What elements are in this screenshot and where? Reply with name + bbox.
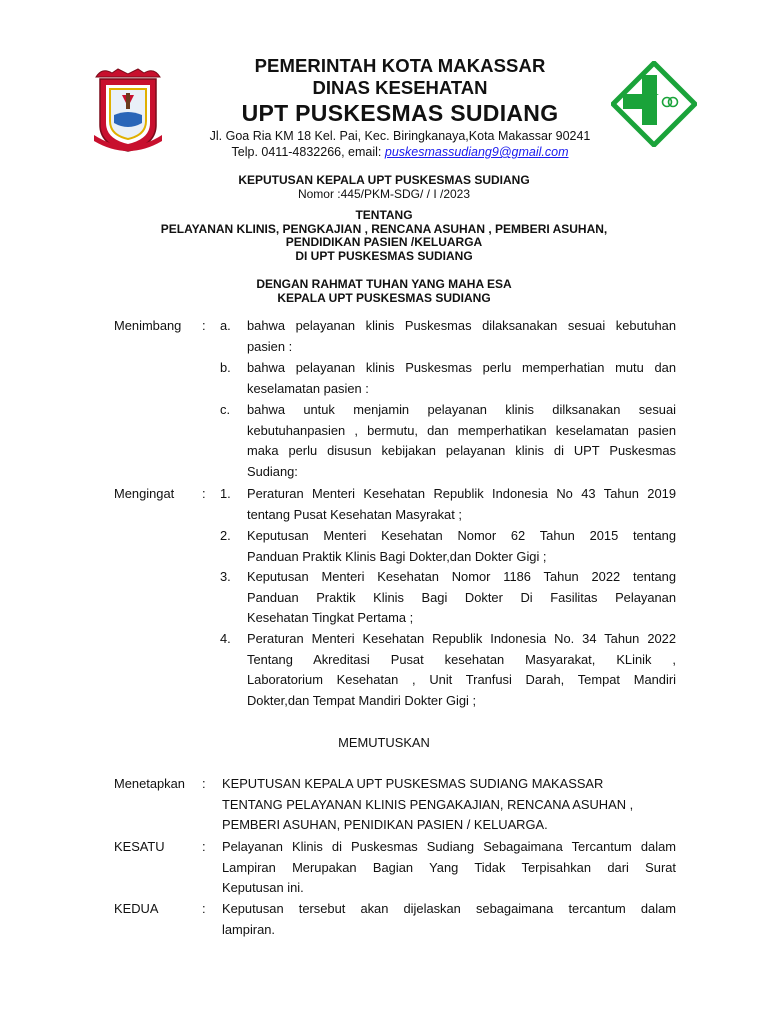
menimbang-colon: : <box>202 318 206 333</box>
item-mark: 1. <box>220 486 231 501</box>
address: Jl. Goa Ria KM 18 Kel. Pai, Kec. Biringkanaya,Kota Makassar 90241 <box>209 129 591 143</box>
item-text <box>247 526 676 567</box>
item-text <box>247 629 676 712</box>
item-text <box>247 484 676 525</box>
text-line: Panduan Praktik Klinis Bagi Dokter Di Fasilitas Pelayanan <box>247 589 676 605</box>
phone-text: Telp. 0411-4832266, email: <box>231 145 385 159</box>
text-line: bahwa pelayanan klinis Puskesmas perlu memperhatian mutu dan <box>247 360 676 375</box>
text-line: Tentang Akreditasi Pusat kesehatan Masyarakat, KLinik , <box>247 651 676 667</box>
decree-subject-line-1: PELAYANAN KLINIS, PENGKAJIAN , RENCANA ASUHAN , PEMBERI ASUHAN, <box>160 222 608 236</box>
kedua-colon: : <box>202 901 206 916</box>
decree-title: KEPUTUSAN KEPALA UPT PUSKESMAS SUDIANG <box>238 173 530 187</box>
item-mark: c. <box>220 402 231 417</box>
text-line: maka perlu disusun kebijakan pelayanan klinis di UPT Puskesmas <box>247 443 676 459</box>
text-line: Keputusan Menteri Kesehatan Nomor 1186 Tahun 2022 tentang <box>247 569 676 584</box>
text-line: bahwa pelayanan klinis Puskesmas dilaksanakan sesuai kebutuhan <box>247 318 676 333</box>
text-line: Peraturan Menteri Kesehatan Republik Indonesia No 43 Tahun 2019 <box>247 486 676 501</box>
decree-subject-line-2: PENDIDIKAN PASIEN /KELUARGA <box>285 235 483 249</box>
item-text <box>247 400 676 483</box>
text-line: Panduan Praktik Klinis Bagi Dokter,dan Dokter Gigi ; <box>247 548 547 564</box>
text-line: Laboratorium Kesehatan , Unit Tranfusi Darah, Tempat Mandiri <box>247 672 676 688</box>
mengingat-label: Mengingat <box>114 486 175 501</box>
text-line: Kesehatan Tingkat Pertama ; <box>247 610 414 626</box>
text-line: TENTANG PELAYANAN KLINIS PENGAKAJIAN, RENCANA ASUHAN , <box>222 796 634 812</box>
item-text <box>247 567 676 629</box>
decree-number: Nomor :445/PKM-SDG/ / I /2023 <box>297 187 471 201</box>
department-name: DINAS KESEHATAN <box>312 77 488 98</box>
item-mark: a. <box>220 318 231 333</box>
menetapkan-text <box>222 774 676 836</box>
letterhead <box>0 55 768 165</box>
text-line: lampiran. <box>222 921 276 937</box>
text-line: keselamatan pasien : <box>247 380 369 396</box>
text-line: kebutuhanpasien , bermutu, dan memperhatikan keselamatan pasien <box>247 422 676 438</box>
grace-line-2: KEPALA UPT PUSKESMAS SUDIANG <box>277 291 491 305</box>
kesatu-text <box>222 837 676 899</box>
text-line: Sudiang: <box>247 464 298 480</box>
text-line: Dokter,dan Tempat Mandiri Dokter Gigi ; <box>247 693 477 709</box>
kesatu-label: KESATU <box>114 839 165 854</box>
text-line: Keputusan ini. <box>222 880 304 896</box>
item-mark: b. <box>220 360 231 375</box>
kesatu-colon: : <box>202 839 206 854</box>
organization-name: UPT PUSKESMAS SUDIANG <box>241 100 559 126</box>
text-line: Lampiran Merupakan Bagian Yang Tidak Terpisahkan dari Surat <box>222 859 676 875</box>
contact-line <box>180 144 620 160</box>
item-mark: 3. <box>220 569 231 584</box>
letterhead-text <box>180 55 620 160</box>
menetapkan-label: Menetapkan <box>114 776 185 791</box>
text-line: Pelayanan Klinis di Puskesmas Sudiang Sebagaimana Tercantum dalam <box>222 839 676 854</box>
kedua-label: KEDUA <box>114 901 159 916</box>
text-line: pasien : <box>247 338 293 354</box>
text-line: tentang Pusat Kesehatan Masyrakat ; <box>247 506 462 522</box>
item-mark: 4. <box>220 631 231 646</box>
menetapkan-colon: : <box>202 776 206 791</box>
mengingat-colon: : <box>202 486 206 501</box>
grace-line-1: DENGAN RAHMAT TUHAN YANG MAHA ESA <box>256 277 512 291</box>
decree-about: TENTANG <box>355 208 413 222</box>
makassar-city-seal-icon <box>92 65 164 153</box>
government-name: PEMERINTAH KOTA MAKASSAR <box>254 55 546 76</box>
memutuskan-heading: MEMUTUSKAN <box>338 735 430 750</box>
text-line: Keputusan tersebut akan dijelaskan sebagaimana tercantum dalam <box>222 901 676 916</box>
kedua-text <box>222 899 676 940</box>
text-line: Peraturan Menteri Kesehatan Republik Indonesia No. 34 Tahun 2022 <box>247 631 676 646</box>
decree-subject-line-3: DI UPT PUSKESMAS SUDIANG <box>295 249 473 263</box>
item-mark: 2. <box>220 528 231 543</box>
text-line: Keputusan Menteri Kesehatan Nomor 62 Tahun 2015 tentang <box>247 528 676 543</box>
item-text <box>247 358 676 399</box>
puskesmas-cross-logo-icon <box>611 61 697 147</box>
text-line: KEPUTUSAN KEPALA UPT PUSKESMAS SUDIANG MAKASSAR <box>222 776 604 791</box>
text-line: bahwa untuk menjamin pelayanan klinis dilksanakan sesuai <box>247 402 676 417</box>
menimbang-label: Menimbang <box>114 318 182 333</box>
email-link[interactable]: puskesmassudiang9@gmail.com <box>384 145 569 159</box>
item-text <box>247 316 676 357</box>
text-line: PEMBERI ASUHAN, PENIDIKAN PASIEN / KELUARGA. <box>222 817 548 833</box>
